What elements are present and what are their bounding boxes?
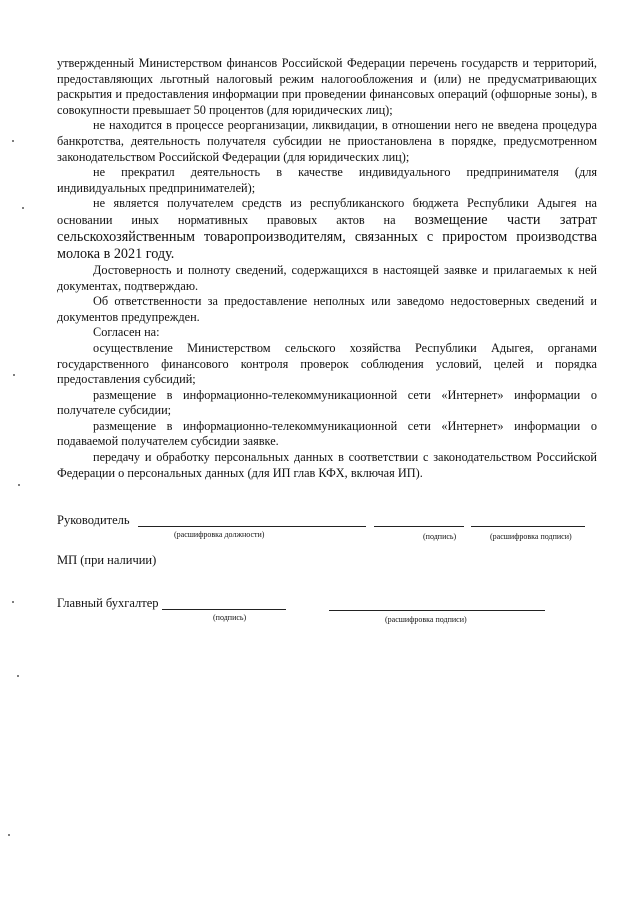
head-caption-signature: (подпись) <box>423 532 457 541</box>
paragraph-consent-inspections: осуществление Министерством сельского хозяйства Республики Адыгея, органами государственного финансового контроля проверок соблюдения условий, целей и порядка предоставления субсидий; <box>57 340 597 387</box>
head-caption-decode: (расшифровка подписи) <box>490 532 572 541</box>
paragraph-budget-recipient-part1: не является получателем средств из республиканского бюджета Республики Адыгея на основании иных нормативных правовых актов на <box>57 196 597 227</box>
paragraph-reliability: Достоверность и полноту сведений, содержащихся в настоящей заявке и прилагаемых к ней документах, подтверждаю. <box>57 262 597 293</box>
accountant-caption-decode: (расшифровка подписи) <box>385 615 467 624</box>
head-label: Руководитель <box>57 513 130 527</box>
paragraph-consent-personal-data: передачу и обработку персональных данных в соответствии с законодательством Российской Федерации о персональных данных (для ИП глав КФХ, включая ИП). <box>57 450 597 480</box>
scan-speck <box>12 601 14 603</box>
head-signature-line[interactable] <box>374 526 464 527</box>
paragraph-responsibility: Об ответственности за предоставление неполных или заведомо недостоверных сведений и документов предупрежден. <box>57 294 597 324</box>
paragraph-consent-heading: Согласен на: <box>93 325 160 340</box>
declaration-text <box>57 56 597 481</box>
accountant-decode-line[interactable] <box>329 610 545 611</box>
paragraph-reorganization: не находится в процессе реорганизации, ликвидации, в отношении него не введена процедура банкротства, деятельность получателя субсидии не приостановлена в порядке, предусмотренном законодательством Российской Федерации (для юридических лиц); <box>57 118 597 164</box>
accountant-caption-signature: (подпись) <box>213 613 247 622</box>
accountant-label: Главный бухгалтер <box>57 596 159 610</box>
stamp-label: МП (при наличии) <box>57 553 157 567</box>
scan-speck <box>18 484 20 486</box>
head-position-line[interactable] <box>138 526 366 527</box>
head-decode-line[interactable] <box>471 526 585 527</box>
head-caption-position: (расшифровка должности) <box>174 530 265 539</box>
paragraph-budget-recipient <box>57 196 597 263</box>
paragraph-consent-recipient-info: размещение в информационно-телекоммуникационной сети «Интернет» информации о получателе субсидии; <box>57 387 597 418</box>
scan-speck <box>12 140 14 142</box>
scan-speck <box>17 675 19 677</box>
paragraph-budget-recipient-part2: возмещение части затрат сельскохозяйственным товаропроизводителям, связанных с приростом производства молока в 2021 году. <box>57 211 597 262</box>
paragraph-entrepreneur: не прекратил деятельность в качестве индивидуального предпринимателя (для индивидуальных предпринимателей); <box>57 165 597 195</box>
paragraph-offshore: утвержденный Министерством финансов Российской Федерации перечень государств и территорий, предоставляющих льготный налоговый режим налогообложения и (или) не предусматривающих раскрытия и предоставления информации при проведении финансовых операций (офшорные зоны), в совокупности превышает 50 процентов (для юридических лиц); <box>57 56 597 117</box>
paragraph-consent-application-info: размещение в информационно-телекоммуникационной сети «Интернет» информации о подаваемой получателем субсидии заявке. <box>57 418 597 449</box>
scan-speck <box>13 374 15 376</box>
scan-speck <box>8 834 10 836</box>
accountant-signature-line[interactable] <box>162 609 286 610</box>
scan-speck <box>22 207 24 209</box>
